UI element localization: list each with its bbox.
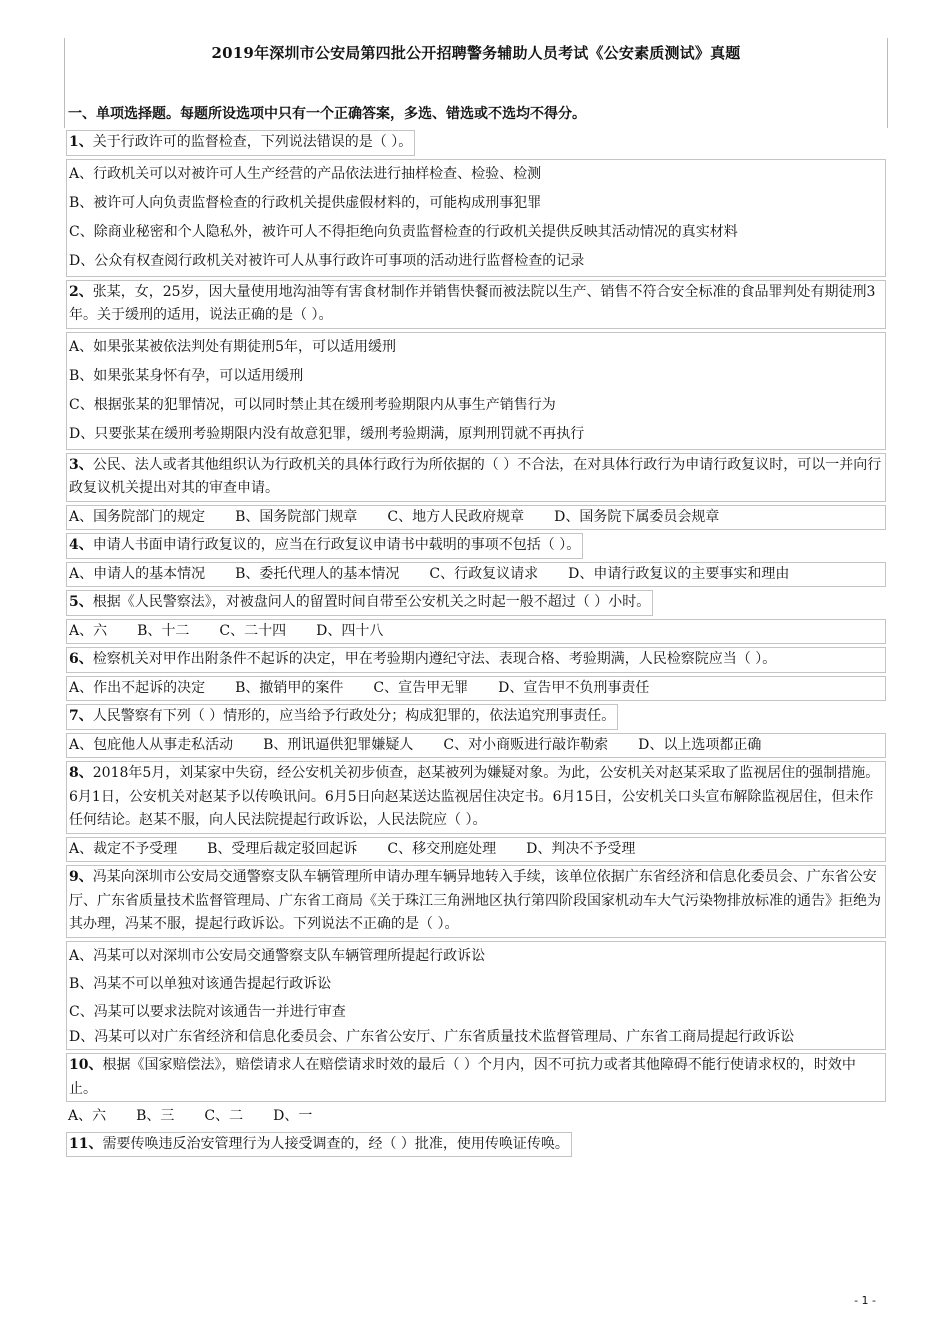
option: B、受理后裁定驳回起诉 [207, 840, 358, 857]
question-number: 11、 [69, 1135, 103, 1152]
question-stem: 根据《人民警察法》，对被盘问人的留置时间自带至公安机关之时起一般不超过（ ）小时。 [92, 594, 651, 610]
question-list [66, 130, 886, 1160]
section-heading: 一、单项选择题。每题所设选项中只有一个正确答案，多选、错选或不选均不得分。 [68, 106, 586, 122]
option: B、冯某不可以单独对该通告提起行政诉讼 [69, 975, 332, 992]
option: D、申请行政复议的主要事实和理由 [568, 565, 790, 582]
question-1 [66, 130, 415, 156]
option: B、撤销甲的案件 [235, 679, 344, 696]
question-number: 5、 [69, 594, 93, 610]
question-4 [66, 533, 583, 559]
question-stem: 检察机关对甲作出附条件不起诉的决定，甲在考验期内遵纪守法、表现合格、考验期满，人民检察院应当（ ）。 [92, 651, 777, 667]
question-10 [66, 1053, 886, 1102]
option: C、根据张某的犯罪情况，可以同时禁止其在缓刑考验期限内从事生产销售行为 [69, 396, 556, 413]
option: D、判决不予受理 [526, 840, 636, 857]
option: D、以上选项都正确 [638, 736, 762, 753]
option: A、六 [69, 622, 108, 639]
option: C、地方人民政府规章 [387, 508, 525, 525]
question-6 [66, 647, 886, 673]
question-stem: 根据《国家赔偿法》，赔偿请求人在赔偿请求时效的最后（ ）个月内，因不可抗力或者其他障碍不能行使请求权的，时效中止。 [69, 1057, 856, 1097]
option: C、宣告甲无罪 [373, 679, 469, 696]
question-stem: 冯某向深圳市公安局交通警察支队车辆管理所申请办理车辆异地转入手续，该单位依据广东省经济和信息化委员会、广东省公安厅、广东省质量技术监督管理局、广东省工商局《关于珠江三角洲地区执行第四阶段国家机动车大气污染物排放标准的通告》拒绝为其办理，冯某不服，提起行政诉讼。下列说法不正确的是（ ）。 [69, 869, 881, 932]
options-7 [66, 733, 886, 759]
option: D、一 [273, 1108, 313, 1124]
question-stem: 申请人书面申请行政复议的，应当在行政复议申请书中载明的事项不包括（ ）。 [92, 537, 581, 553]
options-10 [66, 1105, 886, 1129]
option: A、申请人的基本情况 [69, 565, 206, 582]
option: B、如果张某身怀有孕，可以适用缓刑 [69, 367, 304, 384]
question-number: 1、 [69, 134, 93, 150]
option: B、被许可人向负责监督检查的行政机关提供虚假材料的，可能构成刑事犯罪 [69, 194, 542, 211]
question-number: 4、 [69, 537, 93, 553]
option: A、行政机关可以对被许可人生产经营的产品依法进行抽样检查、检验、检测 [69, 165, 542, 182]
options-9 [66, 941, 886, 1051]
question-3 [66, 453, 886, 502]
option: C、移交刑庭处理 [387, 840, 497, 857]
question-stem: 2018年5月，刘某家中失窃，经公安机关初步侦查，赵某被列为嫌疑对象。为此，公安机关对赵某采取了监视居住的强制措施。6月1日，公安机关对赵某予以传唤讯问。6月5日向赵某送达监视居住决定书。6月15日，公安机关口头宣布解除监视居住，但未作任何结论。赵某不服，向人民法院提起行政诉讼，人民法院应（ ）。 [69, 765, 880, 828]
question-number: 7、 [69, 708, 93, 724]
option: A、作出不起诉的决定 [69, 679, 206, 696]
options-6 [66, 676, 886, 702]
question-5 [66, 590, 653, 616]
option: D、四十八 [316, 622, 384, 639]
option: A、国务院部门的规定 [69, 508, 206, 525]
option: D、冯某可以对广东省经济和信息化委员会、广东省公安厅、广东省质量技术监督管理局、广东省工商局提起行政诉讼 [69, 1028, 795, 1045]
option: B、国务院部门规章 [235, 508, 358, 525]
option: A、包庇他人从事走私活动 [69, 736, 234, 753]
question-stem: 需要传唤违反治安管理行为人接受调查的，经（ ）批准，使用传唤证传唤。 [102, 1135, 569, 1152]
question-number: 2、 [69, 283, 93, 300]
question-stem: 人民警察有下列（ ）情形的，应当给予行政处分；构成犯罪的，依法追究刑事责任。 [92, 708, 616, 724]
question-stem: 关于行政许可的监督检查，下列说法错误的是（ ）。 [92, 134, 413, 150]
option: C、二十四 [219, 622, 287, 639]
option: A、六 [68, 1108, 107, 1124]
options-3 [66, 505, 886, 531]
option: C、二 [204, 1108, 244, 1124]
question-8 [66, 761, 886, 834]
question-11 [66, 1132, 572, 1158]
option: B、三 [136, 1108, 175, 1124]
question-number: 3、 [69, 456, 93, 473]
option: C、行政复议请求 [429, 565, 539, 582]
page-number: - 1 - [854, 1294, 876, 1307]
option: D、只要张某在缓刑考验期限内没有故意犯罪，缓刑考验期满，原判刑罚就不再执行 [69, 425, 585, 442]
options-2 [66, 332, 886, 450]
options-5 [66, 619, 886, 645]
option: B、委托代理人的基本情况 [235, 565, 400, 582]
question-number: 8、 [69, 765, 93, 781]
question-number: 9、 [69, 869, 93, 885]
option: B、刑讯逼供犯罪嫌疑人 [263, 736, 414, 753]
question-9 [66, 865, 886, 938]
question-stem: 公民、法人或者其他组织认为行政机关的具体行政行为所依据的（ ）不合法，在对具体行政行为申请行政复议时，可以一并向行政复议机关提出对其的审查申请。 [69, 456, 882, 496]
options-4 [66, 562, 886, 588]
option: C、除商业秘密和个人隐私外，被许可人不得拒绝向负责监督检查的行政机关提供反映其活动情况的真实材料 [69, 223, 738, 240]
question-7 [66, 704, 618, 730]
option: A、冯某可以对深圳市公安局交通警察支队车辆管理所提起行政诉讼 [69, 947, 486, 964]
options-8 [66, 837, 886, 863]
question-stem: 张某，女，25岁，因大量使用地沟油等有害食材制作并销售快餐而被法院以生产、销售不符合安全标准的食品罪判处有期徒刑3年。关于缓刑的适用，说法正确的是（ ）。 [69, 283, 876, 323]
option: A、如果张某被依法判处有期徒刑5年，可以适用缓刑 [69, 338, 397, 355]
question-2 [66, 280, 886, 329]
option: A、裁定不予受理 [69, 840, 178, 857]
option: D、宣告甲不负刑事责任 [498, 679, 650, 696]
question-number: 10、 [69, 1057, 103, 1073]
options-1 [66, 159, 886, 277]
option: D、国务院下属委员会规章 [554, 508, 720, 525]
question-number: 6、 [69, 651, 93, 667]
option: D、公众有权查阅行政机关对被许可人从事行政许可事项的活动进行监督检查的记录 [69, 252, 585, 269]
option: B、十二 [137, 622, 190, 639]
option: C、冯某可以要求法院对该通告一并进行审查 [69, 1003, 346, 1020]
page-title: 2019年深圳市公安局第四批公开招聘警务辅助人员考试《公安素质测试》真题 [211, 44, 741, 62]
option: C、对小商贩进行敲诈勒索 [443, 736, 609, 753]
